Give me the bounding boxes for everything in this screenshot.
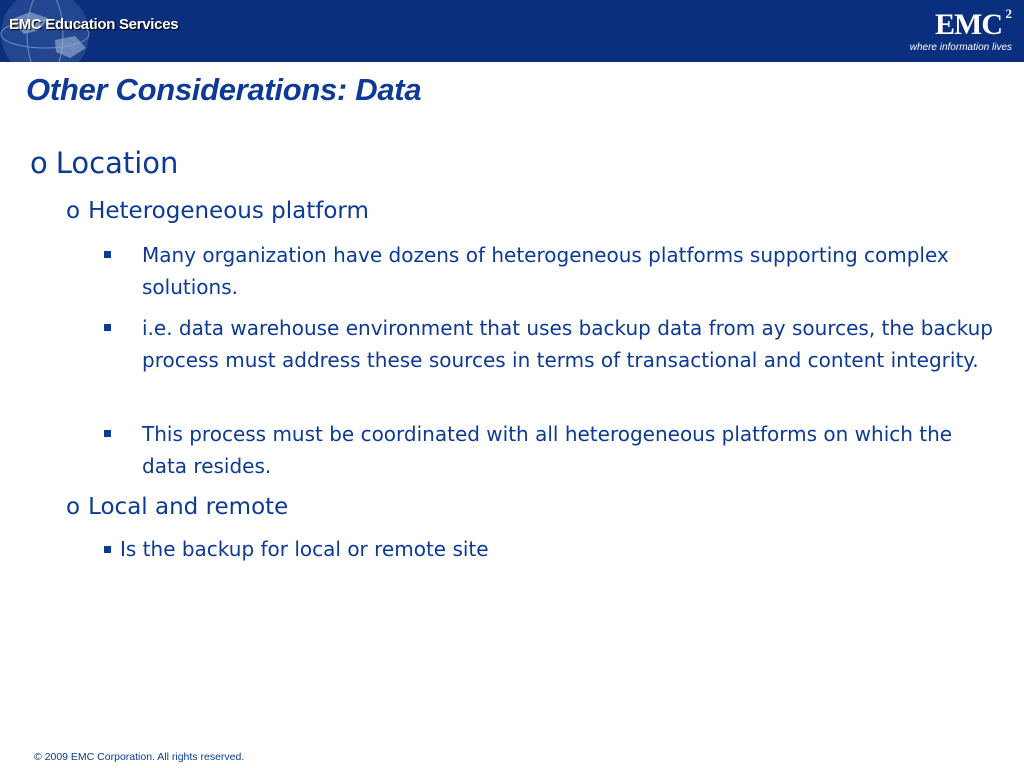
slide-title: Other Considerations: Data (26, 72, 422, 107)
bullet-text: i.e. data warehouse environment that uses backup data from ay sources, the backup process must address these sources in terms of transactional and content integrity. (142, 316, 994, 372)
bullet-many-organizations (104, 239, 994, 303)
emc-logo (902, 6, 1012, 56)
bullet-text: Heterogeneous platform (88, 198, 369, 224)
bullet-location (30, 146, 178, 180)
bullet-text: This process must be coordinated with all heterogeneous platforms on which the data resides. (142, 422, 953, 478)
square-bullet-icon (104, 430, 111, 437)
bullet-data-warehouse (104, 312, 994, 376)
bullet-coordinated-process (104, 418, 994, 482)
square-bullet-icon (104, 546, 111, 553)
bullet-local-and-remote (66, 494, 288, 520)
bullet-marker: o (66, 198, 81, 224)
bullet-local-remote-site (104, 537, 489, 561)
bullet-marker: o (66, 494, 81, 520)
square-bullet-icon (104, 324, 111, 331)
education-services-label: EMC Education Services (9, 16, 179, 33)
logo-wordmark: EMC (935, 8, 1002, 41)
bullet-marker: o (30, 146, 48, 180)
bullet-text: Local and remote (88, 494, 289, 520)
bullet-text: Location (55, 146, 179, 180)
square-bullet-icon (104, 251, 111, 258)
copyright-footer: © 2009 EMC Corporation. All rights reserved. (34, 751, 245, 763)
logo-superscript: 2 (1005, 6, 1012, 21)
logo-tagline: where information lives (909, 42, 1012, 53)
bullet-text: Is the backup for local or remote site (120, 537, 489, 561)
header-banner (0, 0, 1024, 62)
bullet-text: Many organization have dozens of heterogeneous platforms supporting complex solutions. (142, 243, 949, 299)
bullet-heterogeneous-platform (66, 198, 369, 224)
